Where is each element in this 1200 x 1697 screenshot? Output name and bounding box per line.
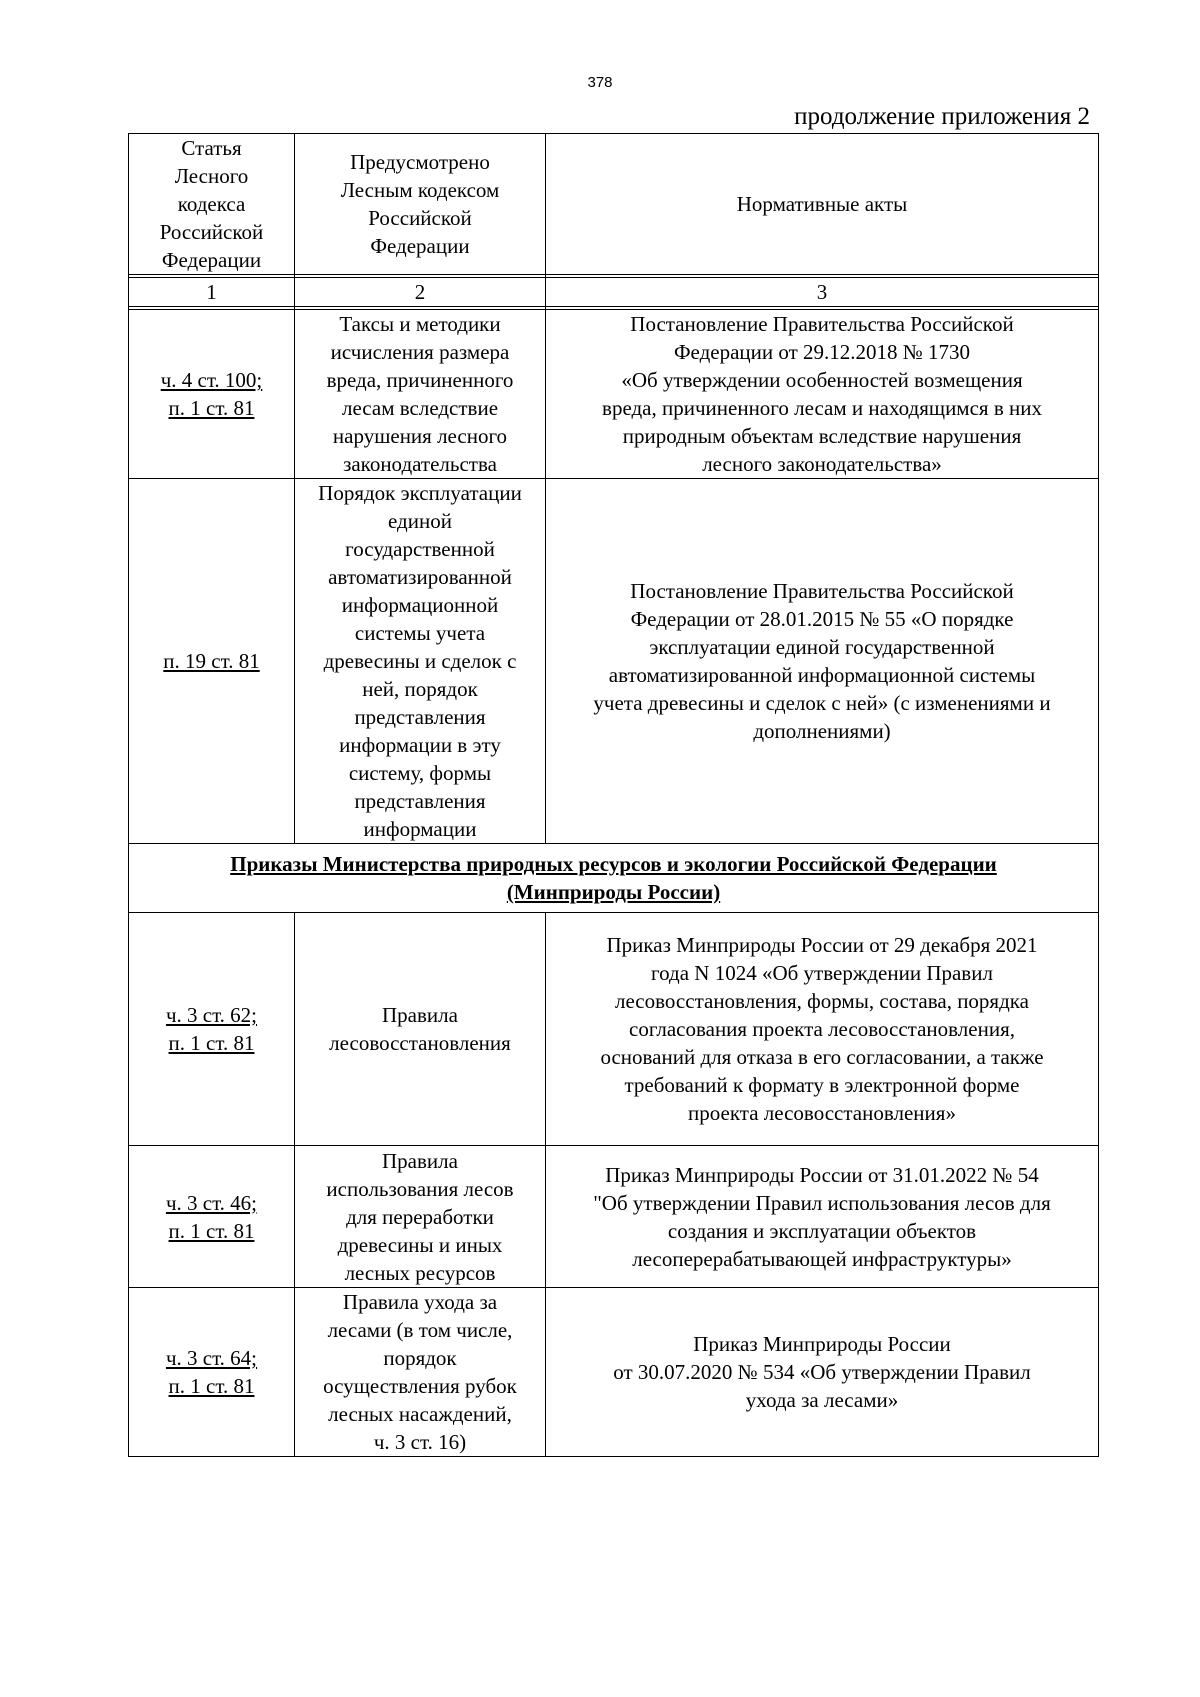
- text-line: ч. 3 ст. 62;: [165, 1003, 258, 1027]
- article-reference[interactable]: [129, 1288, 295, 1457]
- provision-cell: [295, 310, 546, 479]
- text-line: кодекса: [177, 192, 246, 216]
- text-line: Российской: [159, 220, 264, 244]
- text-line: лесовосстановления, формы, состава, порядка: [614, 989, 1029, 1013]
- text-line: п. 1 ст. 81: [168, 1374, 255, 1398]
- provision-cell: [295, 1288, 546, 1457]
- text-line: лесных ресурсов: [344, 1260, 496, 1285]
- text-line: Приказы Министерства природных ресурсов и экологии Российской Федерации: [230, 852, 997, 876]
- table-row: [129, 310, 1099, 479]
- text-line: вреда, причиненного: [326, 368, 514, 392]
- text-line: Статья: [181, 136, 242, 160]
- text-line: вреда, причиненного лесам и находящимся в них: [602, 396, 1042, 420]
- act-cell: [546, 1288, 1099, 1457]
- column-numbers-row: [129, 278, 1099, 307]
- text-line: Постановление Правительства Российской: [630, 579, 1014, 603]
- text-line: систему, формы: [348, 761, 492, 785]
- text-line: создания и эксплуатации объектов: [667, 1218, 977, 1243]
- text-line: законодательства: [343, 452, 497, 476]
- text-line: ч. 3 ст. 64;: [165, 1346, 258, 1370]
- text-line: года N 1024 «Об утверждении Правил: [651, 961, 993, 985]
- text-line: системы учета: [354, 621, 486, 645]
- text-line: автоматизированной информационной системы: [608, 663, 1036, 687]
- text-line: (Минприроды России): [506, 880, 721, 904]
- text-line: Лесным кодексом: [340, 178, 500, 202]
- text-line: нарушения лесного: [332, 424, 508, 448]
- text-line: ухода за лесами»: [745, 1388, 899, 1412]
- text-line: исчисления размера: [330, 340, 510, 364]
- table-row: [129, 913, 1099, 1146]
- provision-cell: [295, 479, 546, 844]
- text-line: древесины и иных: [337, 1232, 503, 1257]
- column-number-1: 1: [129, 278, 295, 307]
- text-line: п. 19 ст. 81: [163, 649, 260, 673]
- text-line: Федерации: [161, 248, 262, 272]
- table-row: [129, 1146, 1099, 1288]
- text-line: лесам вследствие: [341, 396, 499, 420]
- header-acts: Нормативные акты: [546, 134, 1099, 275]
- section-header-row: [129, 844, 1099, 913]
- text-line: для переработки: [346, 1204, 494, 1229]
- table-row: [129, 479, 1099, 844]
- text-line: осуществления рубок: [323, 1374, 517, 1398]
- act-cell: [546, 310, 1099, 479]
- text-line: Постановление Правительства Российской: [630, 312, 1014, 336]
- table-row: [129, 1288, 1099, 1457]
- text-line: Правила ухода за: [342, 1290, 498, 1314]
- article-reference[interactable]: [129, 1146, 295, 1288]
- text-line: Лесного: [174, 164, 249, 188]
- text-line: Правила: [382, 1003, 458, 1027]
- provision-cell: [295, 913, 546, 1146]
- text-line: Предусмотрено: [350, 150, 490, 174]
- text-line: лесовосстановления: [329, 1031, 511, 1055]
- text-line: использования лесов: [326, 1176, 514, 1201]
- act-cell: [546, 1146, 1099, 1288]
- text-line: «Об утверждении особенностей возмещения: [621, 368, 1023, 392]
- article-reference[interactable]: [129, 310, 295, 479]
- text-line: Правила: [382, 1148, 458, 1173]
- text-line: проекта лесовосстановления»: [688, 1101, 956, 1125]
- text-line: представления: [354, 705, 486, 729]
- text-line: Федерации: [370, 234, 470, 258]
- column-number-2: 2: [295, 278, 546, 307]
- text-line: представления: [354, 789, 486, 813]
- article-reference[interactable]: [129, 479, 295, 844]
- text-line: лесами (в том числе,: [327, 1318, 513, 1342]
- text-line: информации в эту: [339, 733, 501, 757]
- text-line: государственной: [345, 537, 495, 561]
- text-line: ч. 3 ст. 16): [373, 1430, 467, 1454]
- continuation-label: продолжение приложения 2: [794, 103, 1090, 130]
- text-line: п. 1 ст. 81: [168, 1031, 255, 1055]
- text-line: п. 1 ст. 81: [168, 1218, 255, 1243]
- text-line: требований к формату в электронной форме: [624, 1073, 1020, 1097]
- text-line: природным объектам вследствие нарушения: [622, 424, 1022, 448]
- act-cell: [546, 913, 1099, 1146]
- section-title: [129, 844, 1099, 913]
- text-line: оснований для отказа в его согласовании, а также: [600, 1045, 1044, 1069]
- text-line: Приказ Минприроды России: [693, 1332, 951, 1356]
- text-line: "Об утверждении Правил использования лесов для: [593, 1190, 1051, 1215]
- text-line: лесоперерабатывающей инфраструктуры»: [632, 1246, 1012, 1271]
- text-line: единой: [388, 509, 452, 533]
- text-line: информации: [363, 817, 477, 841]
- act-cell: [546, 479, 1099, 844]
- text-line: автоматизированной: [328, 565, 512, 589]
- article-reference[interactable]: [129, 913, 295, 1146]
- normative-acts-table: [128, 133, 1099, 1457]
- text-line: от 30.07.2020 № 534 «Об утверждении Правил: [613, 1360, 1031, 1384]
- text-line: ч. 3 ст. 46;: [165, 1190, 258, 1215]
- text-line: лесного законодательства»: [702, 452, 942, 476]
- text-line: Таксы и методики: [339, 312, 501, 336]
- text-line: лесных насаждений,: [328, 1402, 512, 1426]
- column-number-3: 3: [546, 278, 1099, 307]
- text-line: ч. 4 ст. 100;: [160, 368, 263, 392]
- text-line: древесины и сделок с: [323, 649, 517, 673]
- text-line: Порядок эксплуатации: [318, 481, 522, 505]
- text-line: п. 1 ст. 81: [168, 396, 255, 420]
- text-line: Федерации от 29.12.2018 № 1730: [673, 340, 971, 364]
- text-line: Российской: [368, 206, 472, 230]
- text-line: Приказ Минприроды России от 31.01.2022 № 54: [605, 1162, 1039, 1187]
- header-provision: [295, 134, 546, 275]
- text-line: дополнениями): [753, 719, 891, 743]
- text-line: ней, порядок: [362, 677, 478, 701]
- text-line: информационной: [341, 593, 499, 617]
- text-line: учета древесины и сделок с ней» (с изменениями и: [593, 691, 1051, 715]
- header-article: [129, 134, 295, 275]
- text-line: Приказ Минприроды России от 29 декабря 2021: [606, 933, 1038, 957]
- text-line: эксплуатации единой государственной: [649, 635, 995, 659]
- text-line: согласования проекта лесовосстановления,: [629, 1017, 1015, 1041]
- text-line: Федерации от 28.01.2015 № 55 «О порядке: [630, 607, 1014, 631]
- table-header-row: [129, 134, 1099, 275]
- text-line: порядок: [383, 1346, 457, 1370]
- provision-cell: [295, 1146, 546, 1288]
- page-number: 378: [587, 74, 613, 91]
